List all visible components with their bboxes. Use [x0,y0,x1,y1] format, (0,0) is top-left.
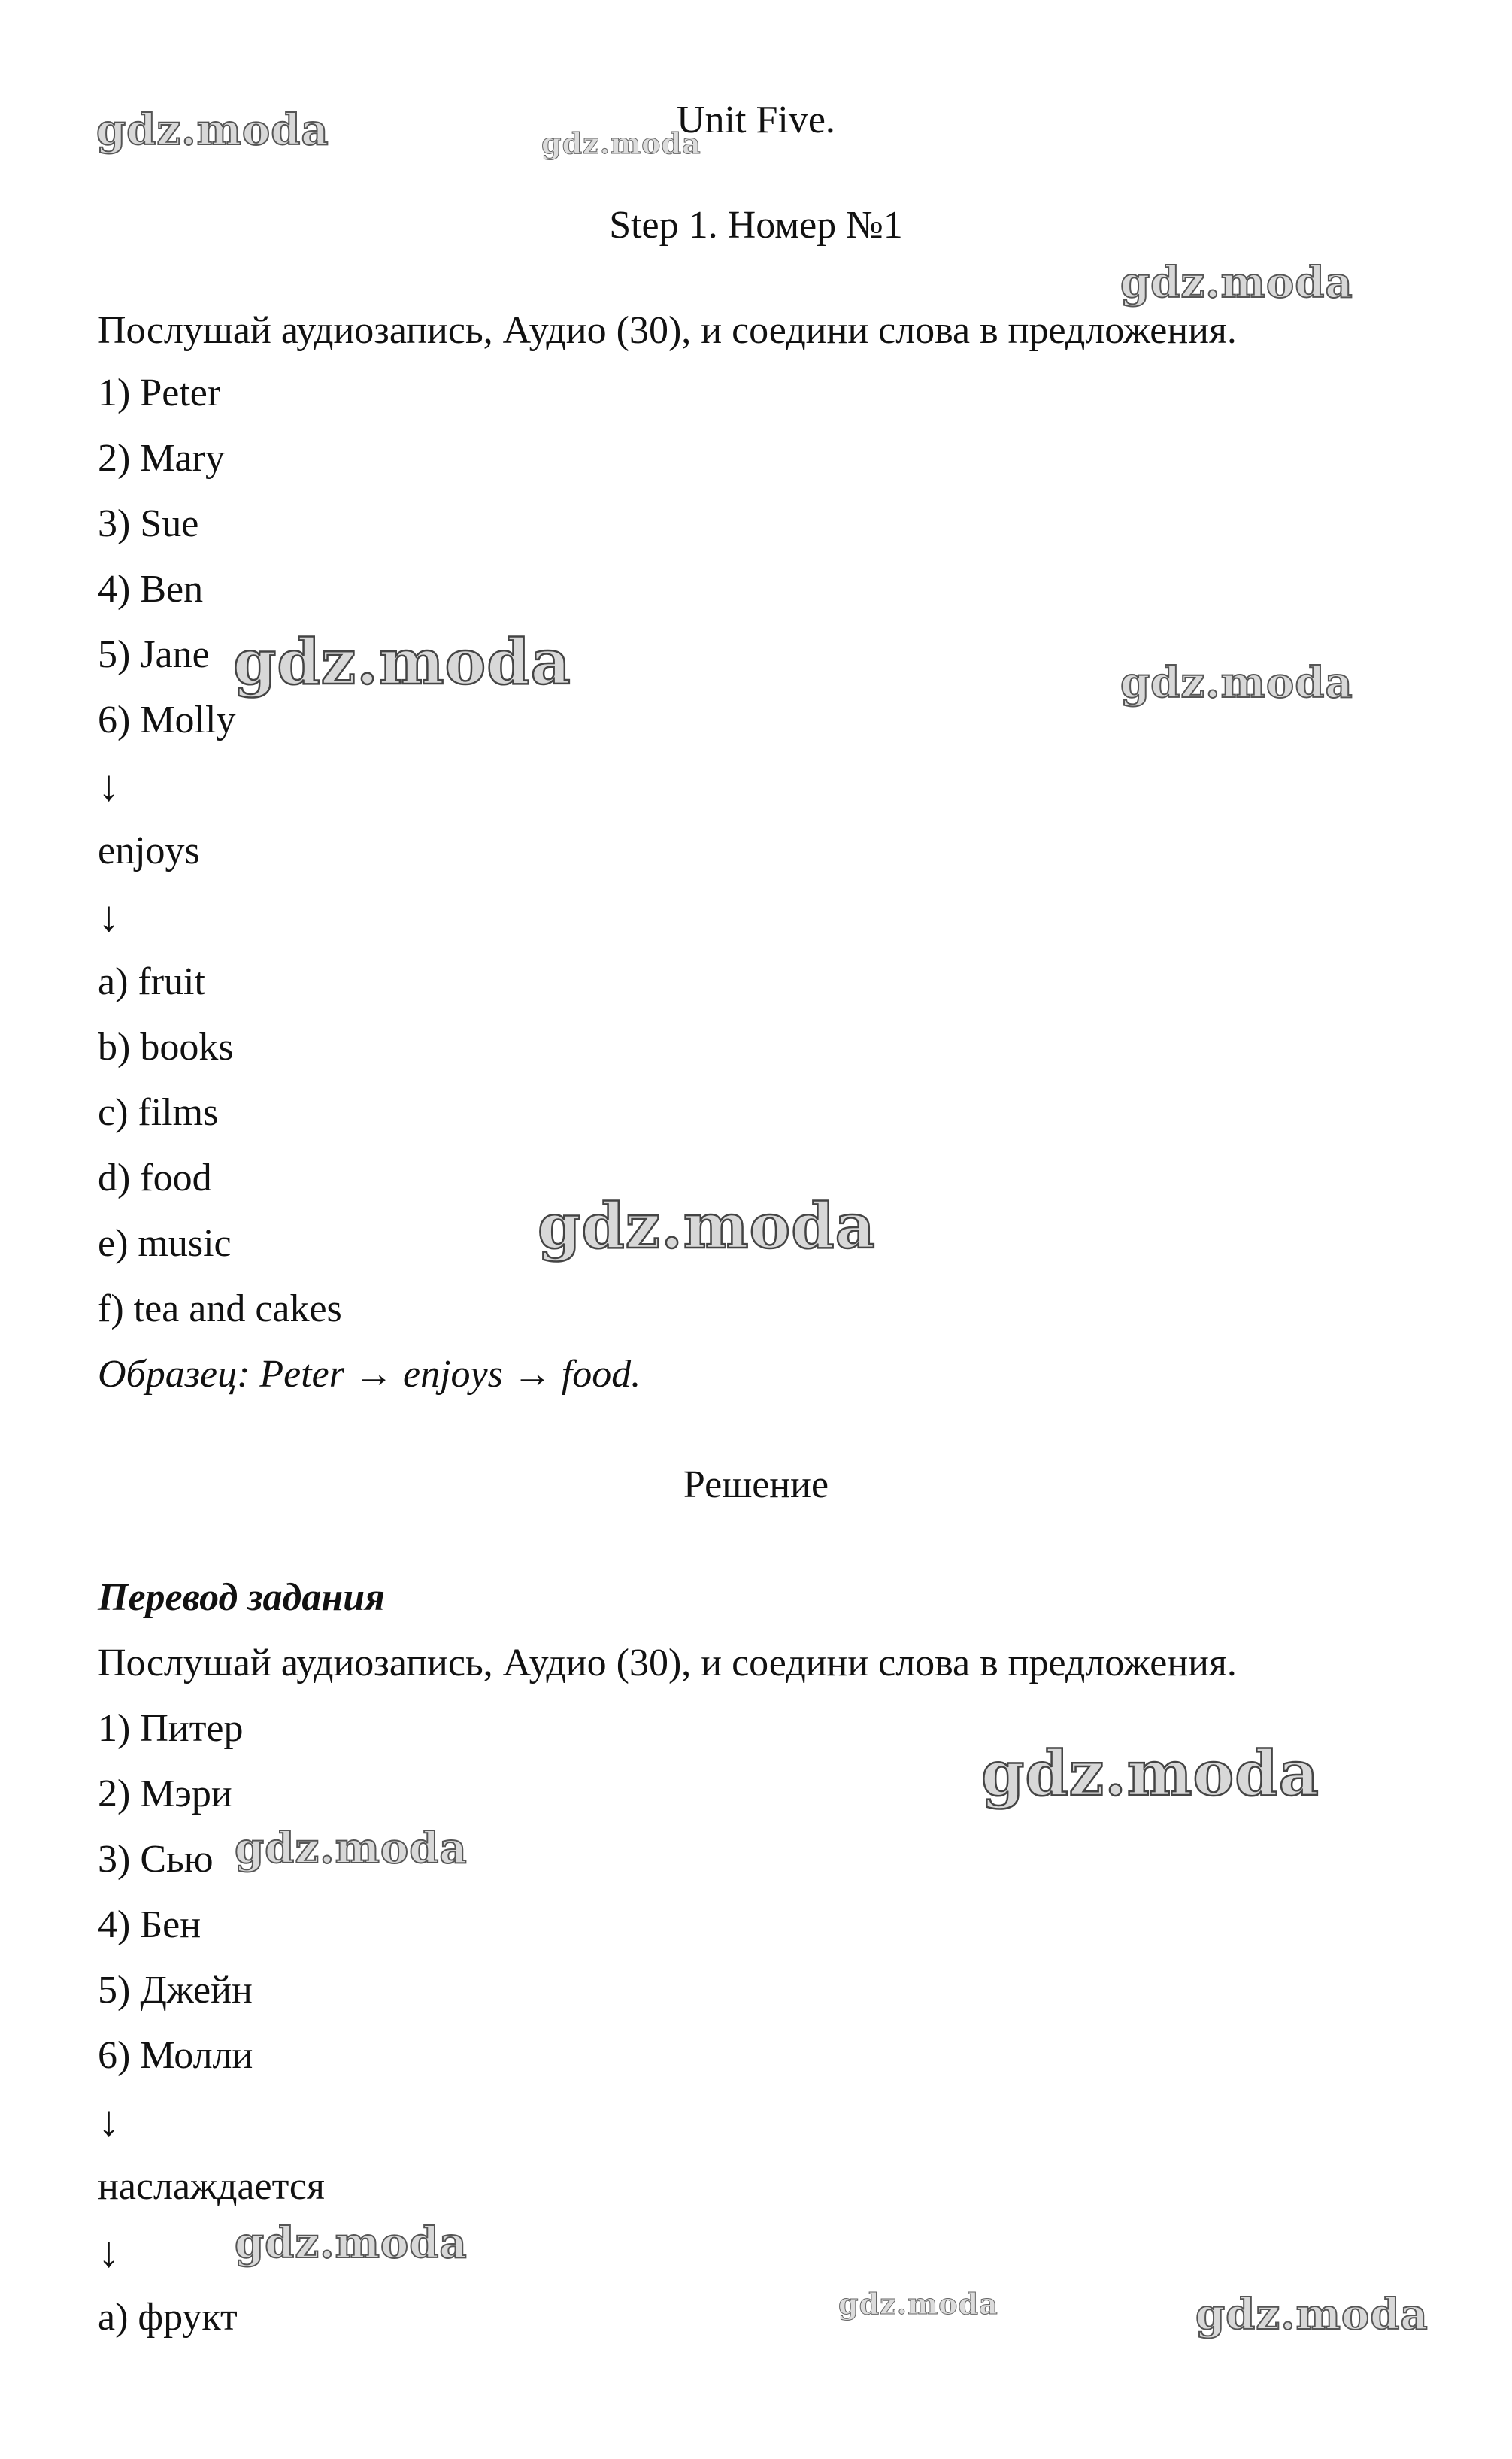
verb: enjoys [98,829,200,872]
translation-name-item: 4) Бен [98,1903,201,1946]
watermark: gdz.moda [981,1738,1320,1810]
name-item: 3) Sue [98,502,199,545]
watermark: gdz.moda [96,105,329,155]
watermark: gdz.moda [1120,658,1353,708]
translation-object-item: а) фрукт [98,2296,238,2339]
translation-name-item: 6) Молли [98,2034,253,2077]
down-arrow-icon: ↓ [98,761,120,810]
translation-name-item: 3) Сью [98,1838,214,1881]
down-arrow-icon: ↓ [98,2227,120,2276]
translation-heading: Перевод задания [98,1576,385,1619]
object-item: a) fruit [98,960,205,1003]
watermark: gdz.moda [235,2218,468,2268]
name-item: 6) Molly [98,699,236,741]
solution-heading: Решение [683,1463,829,1506]
watermark: gdz.moda [838,2287,998,2321]
object-item: b) books [98,1026,234,1069]
translation-verb: наслаждается [98,2165,325,2208]
name-item: 1) Peter [98,371,221,414]
watermark: gdz.moda [538,1190,876,1263]
watermark: gdz.moda [541,126,701,160]
object-item: c) films [98,1091,219,1134]
translation-name-item: 5) Джейн [98,1969,253,2012]
translation-name-item: 2) Мэри [98,1772,232,1815]
name-item: 4) Ben [98,568,204,611]
down-arrow-icon: ↓ [98,2097,120,2145]
task-text: Послушай аудиозапись, Аудио (30), и соедини слова в предложения. [98,309,1237,352]
object-item: d) food [98,1157,212,1199]
watermark: gdz.moda [233,626,571,699]
translation-task-text: Послушай аудиозапись, Аудио (30), и соедини слова в предложения. [98,1642,1237,1684]
name-item: 5) Jane [98,633,210,676]
example-text: Образец: Peter → enjoys → food. [98,1353,641,1396]
object-item: f) tea and cakes [98,1287,342,1330]
unit-title: Unit Five. [677,99,835,141]
watermark: gdz.moda [1120,258,1353,308]
name-item: 2) Mary [98,437,225,480]
step-heading: Step 1. Номер №1 [609,204,903,247]
watermark: gdz.moda [1195,2290,1429,2339]
translation-name-item: 1) Питер [98,1707,244,1750]
watermark: gdz.moda [235,1824,468,1873]
down-arrow-icon: ↓ [98,892,120,941]
object-item: e) music [98,1222,232,1265]
